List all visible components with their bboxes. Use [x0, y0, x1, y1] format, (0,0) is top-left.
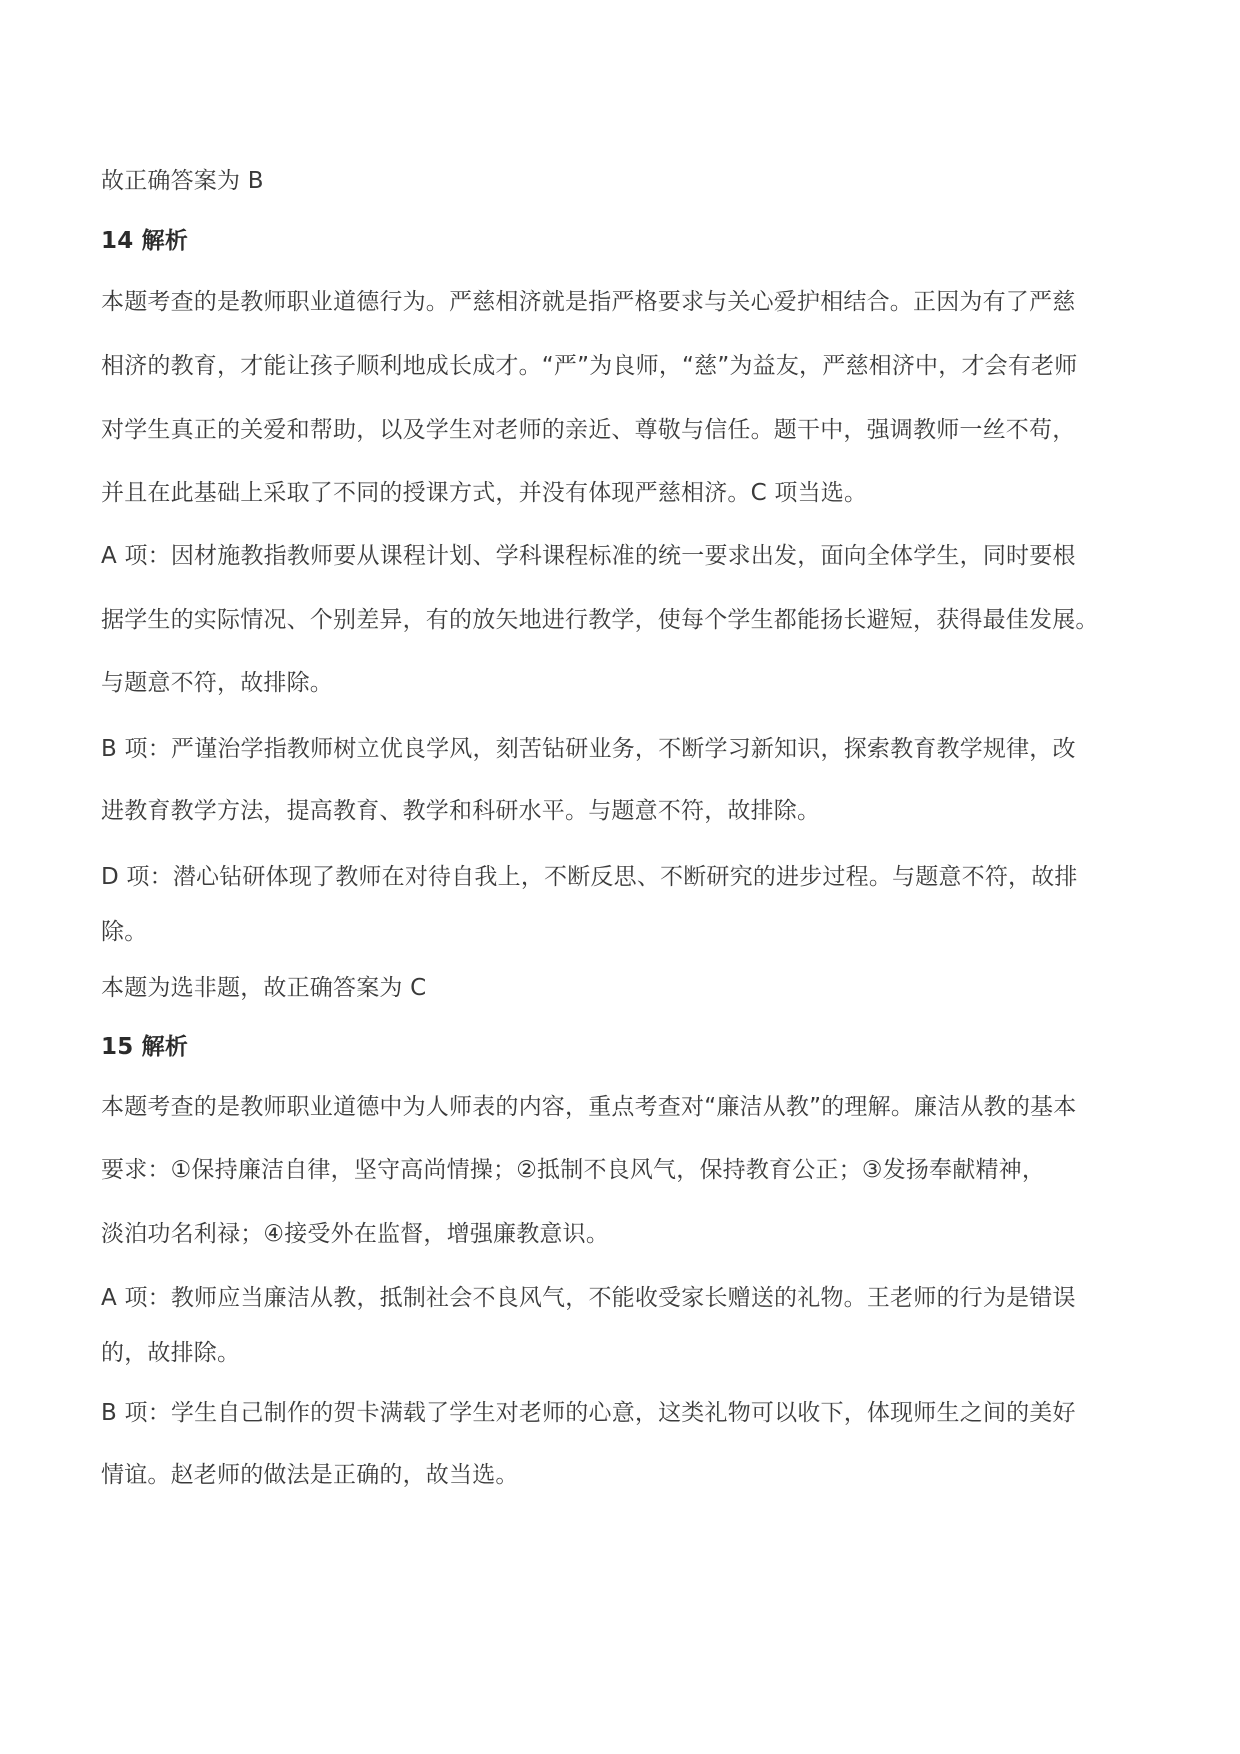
option-b-14-line-2: 进教育教学方法，提高教育、教学和科研水平。与题意不符，故排除。 [101, 798, 821, 824]
heading-15-analysis: 15 解析 [101, 1034, 189, 1060]
answer-line-13: 故正确答案为 B [101, 168, 264, 194]
option-a-14-line-2: 据学生的实际情况、个别差异，有的放矢地进行教学，使每个学生都能扬长避短，获得最佳发展。 [101, 607, 1099, 633]
analysis-15-line-2: 要求：①保持廉洁自律，坚守高尚情操；②抵制不良风气，保持教育公正；③发扬奉献精神， [101, 1157, 1046, 1183]
option-a-14-line-1: A 项：因材施教指教师要从课程计划、学科课程标准的统一要求出发，面向全体学生，同时要根 [101, 543, 1076, 569]
option-d-14-line-2: 除。 [101, 919, 148, 945]
analysis-14-line-2: 相济的教育，才能让孩子顺利地成长成才。“严”为良师，“慈”为益友，严慈相济中，才会有老师 [101, 353, 1078, 379]
analysis-15-line-3: 淡泊功名利禄；④接受外在监督，增强廉教意识。 [101, 1221, 610, 1247]
heading-14-analysis: 14 解析 [101, 228, 189, 254]
option-a-15-line-2: 的，故排除。 [101, 1340, 241, 1366]
option-b-15-line-2: 情谊。赵老师的做法是正确的，故当选。 [101, 1462, 519, 1488]
option-b-15-line-1: B 项：学生自己制作的贺卡满载了学生对老师的心意，这类礼物可以收下，体现师生之间的美好 [101, 1400, 1076, 1426]
analysis-14-line-3: 对学生真正的关爱和帮助，以及学生对老师的亲近、尊敬与信任。题干中，强调教师一丝不苟， [101, 417, 1076, 443]
option-b-14-line-1: B 项：严谨治学指教师树立优良学风，刻苦钻研业务，不断学习新知识，探索教育教学规律，改 [101, 736, 1076, 762]
option-a-14-line-3: 与题意不符，故排除。 [101, 670, 333, 696]
analysis-15-line-1: 本题考查的是教师职业道德中为人师表的内容，重点考查对“廉洁从教”的理解。廉洁从教的基本 [101, 1094, 1077, 1120]
option-a-15-line-1: A 项：教师应当廉洁从教，抵制社会不良风气，不能收受家长赠送的礼物。王老师的行为是错误 [101, 1285, 1076, 1311]
answer-line-14: 本题为选非题，故正确答案为 C [101, 975, 427, 1001]
analysis-14-line-1: 本题考查的是教师职业道德行为。严慈相济就是指严格要求与关心爱护相结合。正因为有了严慈 [101, 289, 1076, 315]
option-d-14-line-1: D 项：潜心钻研体现了教师在对待自我上，不断反思、不断研究的进步过程。与题意不符，故排 [101, 864, 1078, 890]
analysis-14-line-4: 并且在此基础上采取了不同的授课方式，并没有体现严慈相济。C 项当选。 [101, 480, 868, 506]
